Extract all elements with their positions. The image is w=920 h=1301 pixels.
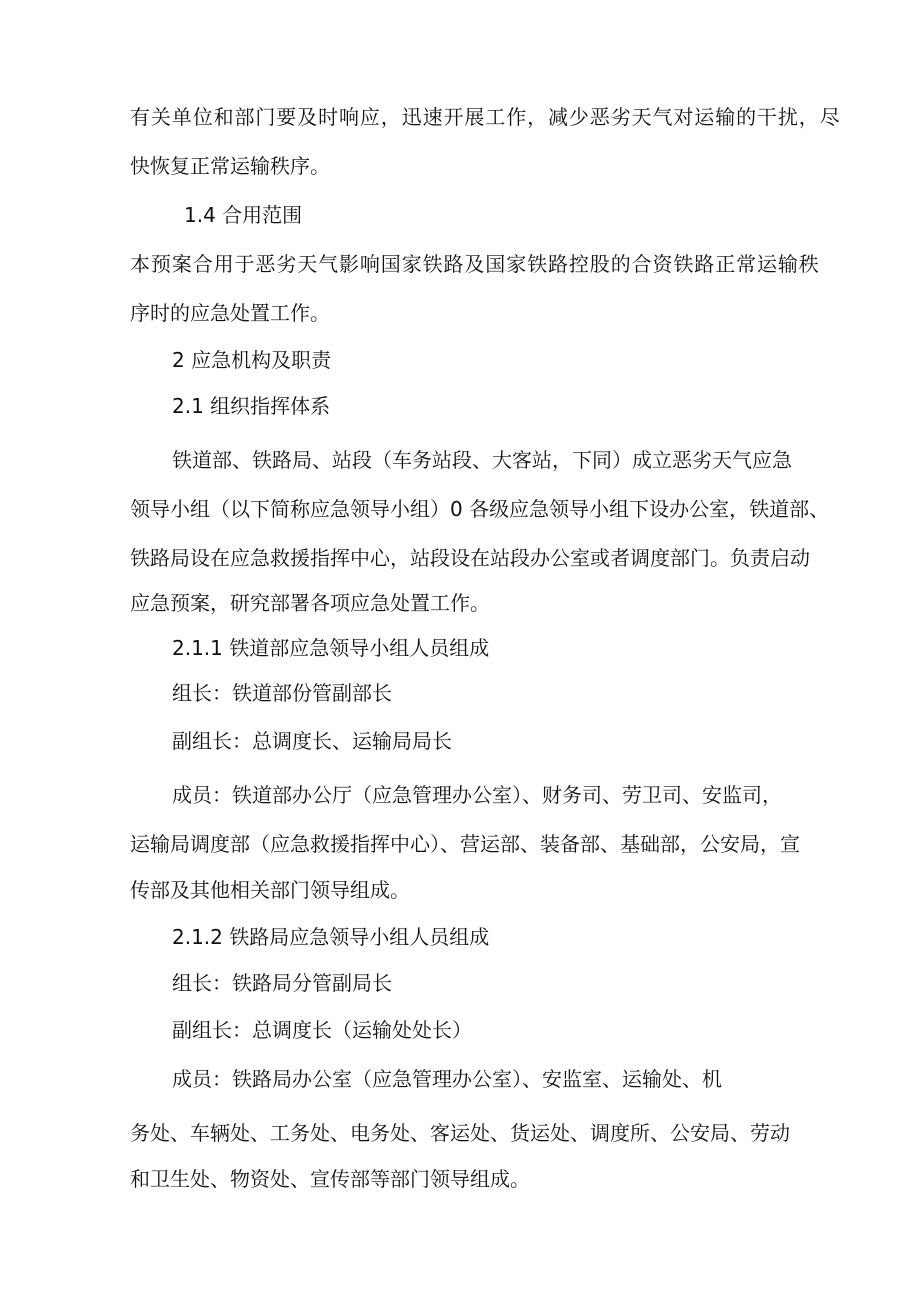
paragraph-line: 本预案合用于恶劣天气影响国家铁路及国家铁路控股的合资铁路正常运输秩	[130, 252, 820, 276]
paragraph-line: 铁路局设在应急救援指挥中心，站段设在站段办公室或者调度部门。负责启动	[130, 546, 810, 570]
paragraph-line: 应急预案，研究部署各项应急处置工作。	[130, 591, 490, 615]
section-heading: 2 应急机构及职责	[172, 348, 332, 372]
paragraph-line: 成员：铁道部办公厅（应急管理办公室）、财务司、劳卫司、安监司，	[172, 783, 782, 807]
paragraph-line: 有关单位和部门要及时响应，迅速开展工作，减少恶劣天气对运输的干扰，尽	[130, 105, 841, 129]
paragraph-line: 和卫生处、物资处、宣传部等部门领导组成。	[130, 1167, 530, 1191]
paragraph-line: 组长：铁道部份管副部长	[172, 681, 392, 705]
paragraph-line: 铁道部、铁路局、站段（车务站段、大客站，下同）成立恶劣天气应急	[172, 448, 792, 472]
section-heading: 2.1.1 铁道部应急领导小组人员组成	[172, 636, 490, 660]
paragraph-line: 序时的应急处置工作。	[130, 301, 330, 325]
paragraph-line: 组长：铁路局分管副局长	[172, 971, 392, 995]
paragraph-line: 务处、车辆处、工务处、电务处、客运处、货运处、调度所、公安局、劳动	[130, 1121, 790, 1145]
paragraph-line: 快恢复正常运输秩序。	[130, 154, 330, 178]
paragraph-line: 传部及其他相关部门领导组成。	[130, 878, 410, 902]
section-heading: 2.1 组织指挥体系	[172, 394, 331, 418]
paragraph-line: 运输局调度部（应急救援指挥中心）、营运部、装备部、基础部，公安局，宣	[130, 832, 800, 856]
paragraph-line: 副组长：总调度长、运输局局长	[172, 729, 452, 753]
paragraph-line: 副组长：总调度长（运输处处长）	[172, 1018, 472, 1042]
section-heading: 1.4 合用范围	[184, 203, 303, 227]
section-heading: 2.1.2 铁路局应急领导小组人员组成	[172, 925, 490, 949]
paragraph-line: 成员：铁路局办公室（应急管理办公室）、安监室、运输处、机	[172, 1067, 722, 1091]
paragraph-line: 领导小组（以下简称应急领导小组）0 各级应急领导小组下设办公室，铁道部、	[130, 497, 830, 521]
